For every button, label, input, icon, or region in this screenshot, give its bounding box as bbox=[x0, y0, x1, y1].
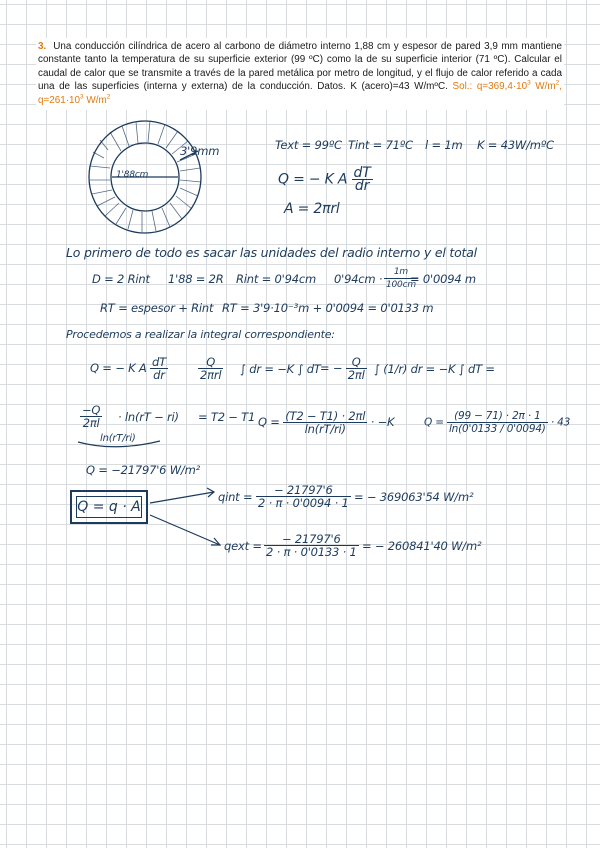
integral-intro: Procedemos a realizar la integral correspondiente: bbox=[66, 328, 335, 341]
thickness-label: 3'9mm bbox=[180, 144, 220, 158]
diameter-label: 1'88cm bbox=[116, 170, 149, 180]
intro-text: Lo primero de todo es sacar las unidades del radio interno y el total bbox=[66, 245, 477, 260]
q-result: Q = −21797'6 W/m² bbox=[86, 463, 201, 477]
boxed-formula: Q = q · A bbox=[70, 490, 148, 524]
given-tint: Tint = 71ºC bbox=[348, 138, 413, 152]
given-text: Text = 99ºC bbox=[275, 138, 342, 152]
given-k: K = 43W/mºC bbox=[477, 138, 554, 152]
given-length: l = 1m bbox=[425, 138, 463, 152]
area-formula: A = 2πrl bbox=[284, 201, 340, 217]
fourier-law: Q = − K A $\frac{dT}{dr}$ bbox=[278, 165, 371, 194]
problem-text: Una conducción cilíndrica de acero al carbono de diámetro interno 1,88 cm y espesor de pared 3,9 mm mantiene constante tanto la temperatura de su superficie exterior (99 ºC) como la de su superficie interior (71 ºC). Calcular el caudal de calor que se transmite a través de la pared metálica por metro de longitud, y el flujo de calor referido a cada una de las superficies (interna y externa) de la conducción. Datos. K (acero)=43 W/mºC. bbox=[38, 41, 562, 93]
solution-summary: Sol.: $q=369,4\cdot 10^3$ $W/m^2$, $q=261\cdot 10^3$ $W/m^2$ bbox=[38, 79, 562, 106]
problem-number: 3. bbox=[38, 41, 47, 52]
